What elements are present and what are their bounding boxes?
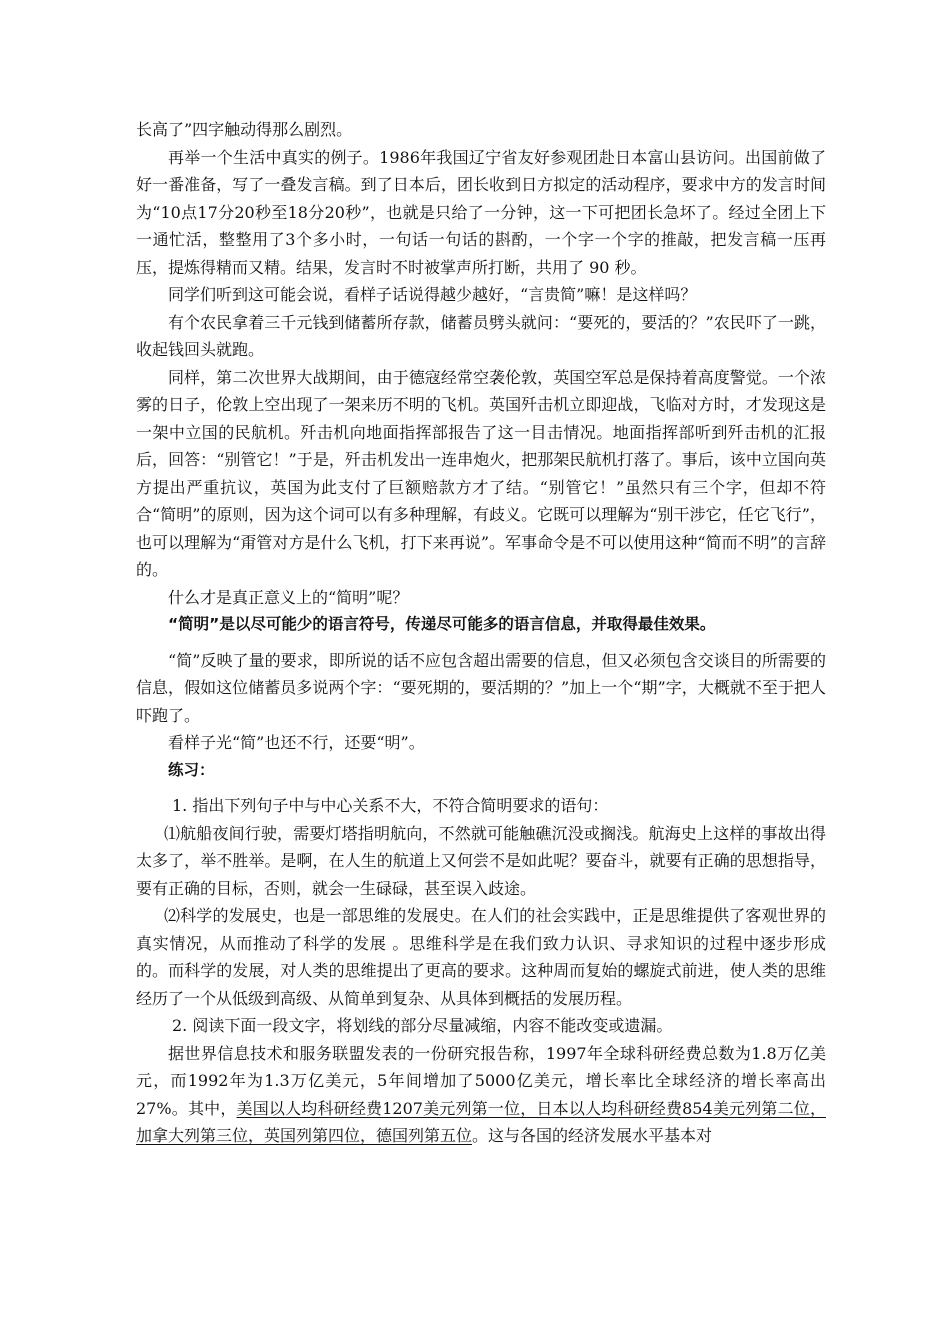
paragraph: 再举一个生活中真实的例子。1986年我国辽宁省友好参观团赴日本富山县访问。出国前做了好一番准备，写了一叠发言稿。到了日本后，团长收到日方拟定的活动程序，要求中方的发言时间为“10点17分20秒至18分20秒”，也就是只给了一分钟，这一下可把团长急坏了。经过全团上下一通忙活，整整用了3个多小时，一句话一句话的斟酌，一个字一个字的推敲，把发言稿一压再压，提炼得精而又精。结果，发言时不时被掌声所打断，共用了 90 秒。 [136,147,826,277]
paragraph: 看样子光“简”也还不行，还要“明”。 [168,733,425,752]
paragraph: 同学们听到这可能会说，看样子话说得越少越好，“言贵简”嘛！是这样吗？ [168,285,697,304]
definition-heading: “简明”是以尽可能少的语言符号，传递尽可能多的语言信息，并取得最佳效果。 [168,615,716,633]
final-text-after: 。这与各国的经济发展水平基本对 [472,1126,713,1145]
exercise-question: 1. 指出下列句子中与中心关系不大，不符合简明要求的语句： [172,796,609,815]
underlined-text: 美国以人均科研经费1207美元列第一位，日本以人均科研经费854美元列第二位，加拿大列第三位，英国列第四位，德国列第五位 [136,1098,826,1145]
exercise-question: 2. 阅读下面一段文字，将划线的部分尽量减缩，内容不能改变或遗漏。 [172,1016,673,1035]
document-page [136,116,826,1150]
paragraph: 什么才是真正意义上的“简明”呢？ [168,587,409,607]
paragraph: “简”反映了量的要求，即所说的话不应包含超出需要的信息，但又必须包含交谈目的所需要的信息，假如这位储蓄员多说两个字：“要死期的，要活期的？”加上一个“期”字，大概就不至于把人吓跑了。 [136,650,826,725]
exercise-item: ⑵科学的发展史，也是一部思维的发展史。在人们的社会实践中，正是思维提供了客观世界的真实情况，从而推动了科学的发展 。思维科学是在我们致力认识、寻求知识的过程中逐步形成的。而科学的发展，对人类的思维提出了更高的要求。这种周而复始的螺旋式前进，使人类的思维经历了一个从低级到高级、从简单到复杂、从具体到概括的发展历程。 [136,906,826,1008]
exercise-item: ⑴航船夜间行驶，需要灯塔指明航向，不然就可能触礁沉没或搁浅。航海史上这样的事故出得太多了，举不胜举。是啊，在人生的航道上又何尝不是如此呢？要奋斗，就要有正确的思想指导，要有正确的目标，否则，就会一生碌碌，甚至误入歧途。 [136,823,826,898]
final-text-before: 据世界信息技术和服务联盟发表的一份研究报告称，1997年全球科研经费总数为1.8万亿美元，而1992年为1.3万亿美元，5年间增加了5000亿美元，增长率比全球经济的增长率高出27%。其中， [136,1043,826,1118]
paragraph-final [136,1040,826,1150]
paragraph: 同样，第二次世界大战期间，由于德寇经常空袭伦敦，英国空军总是保持着高度警觉。一个浓雾的日子，伦敦上空出现了一架来历不明的飞机。英国歼击机立即迎战，飞临对方时，才发现这是一架中立国的民航机。歼击机向地面指挥部报告了这一目击情况。地面指挥部听到歼击机的汇报后，回答：“别管它！”于是，歼击机发出一连串炮火，把那架民航机打落了。事后，该中立国向英方提出严重抗议，英国为此支付了巨额赔款方才了结。“别管它！”虽然只有三个字，但却不符合“简明”的原则，因为这个词可以有多种理解，有歧义。它既可以理解为“别干涉它，任它飞行”，也可以理解为“甭管对方是什么飞机，打下来再说”。军事命令是不可以使用这种“简而不明”的言辞的。 [136,367,826,579]
paragraph: 长高了”四字触动得那么剧烈。 [136,120,353,139]
exercise-heading: 练习： [168,760,215,779]
paragraph: 有个农民拿着三千元钱到储蓄所存款，储蓄员劈头就问：“要死的，要活的？”农民吓了一跳，收起钱回头就跑。 [136,312,826,359]
